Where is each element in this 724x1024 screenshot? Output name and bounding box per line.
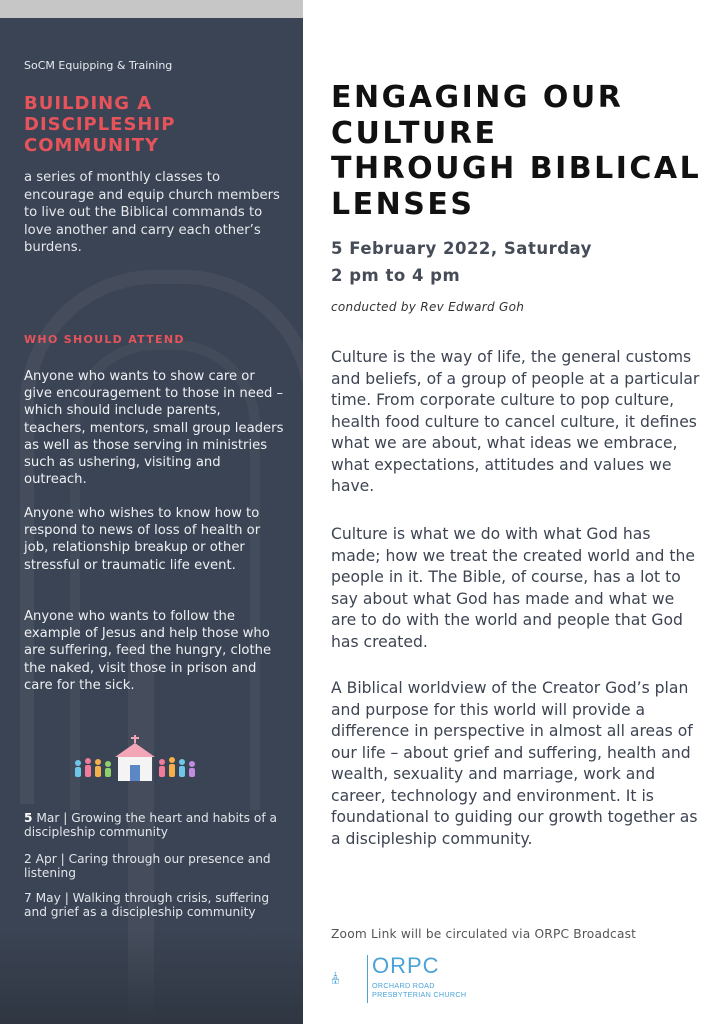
schedule-topic: Mar | Growing the heart and habits of a discipleship community: [24, 811, 277, 839]
attendee-paragraph: Anyone who wants to show care or give encouragement to those in need – which should include parents, teachers, mentors, small group leaders as well as those serving in ministries such as ushering, visiting and outreach.: [24, 369, 284, 488]
series-title-line: COMMUNITY: [24, 135, 160, 156]
background-fade: [0, 930, 303, 1024]
schedule-date: 2 Apr: [24, 852, 57, 866]
top-strip: [0, 0, 303, 18]
schedule-date: 5: [24, 811, 33, 825]
schedule-item: [24, 891, 292, 919]
logo-divider: [367, 955, 368, 1003]
event-time: 2 pm to 4 pm: [331, 266, 461, 285]
event-date: 5 February 2022, Saturday: [331, 239, 592, 258]
logo-name-line: PRESBYTERIAN CHURCH: [372, 990, 467, 999]
series-subtitle: a series of monthly classes to encourage and equip church members to live out the Biblical commands to love another and carry each other’s burdens.: [24, 170, 280, 255]
event-title: [331, 80, 711, 222]
event-title-line: THROUGH BIBLICAL: [331, 151, 702, 186]
attendee-paragraph: Anyone who wishes to know how to respond to news of loss of health or job, relationship breakup or other stressful or traumatic life event.: [24, 506, 261, 573]
event-title-line: LENSES: [331, 186, 475, 222]
attendee-paragraph: Anyone who wants to follow the example of Jesus and help those who are suffering, feed the hungry, clothe the naked, visit those in prison and care for the sick.: [24, 609, 272, 693]
schedule-date: 7 May: [24, 891, 61, 905]
schedule-topic: | Caring through our presence and listening: [24, 852, 271, 880]
schedule-topic: | Walking through crisis, suffering and grief as a discipleship community: [24, 891, 270, 919]
body-paragraph: Culture is what we do with what God has made; how we treat the created world and the people in it. The Bible, of course, has a lot to say about what God has made and what we are to do with the world and people that God has created.: [331, 525, 695, 651]
speaker-credit: conducted by Rev Edward Goh: [331, 300, 525, 314]
body-paragraph: Culture is the way of life, the general customs and beliefs, of a group of people at a particular time. From corporate culture to pop culture, health food culture to cancel culture, it defines what we are about, what ideas we embrace, what expectations, attitudes and values we have.: [331, 348, 700, 495]
schedule-item: [24, 852, 292, 880]
series-title-line: DISCIPLESHIP: [24, 114, 176, 135]
zoom-note: Zoom Link will be circulated via ORPC Broadcast: [331, 927, 637, 941]
body-paragraph: A Biblical worldview of the Creator God’s plan and purpose for this world will provide a difference in perspective in almost all areas of our life – about grief and suffering, health and wealth, sexuality and marriage, work and career, technology and environment. It is foundational to guiding our growth together as a discipleship community.: [331, 679, 698, 848]
logo-short-name: ORPC: [372, 953, 440, 978]
schedule-item: [24, 811, 292, 839]
series-title: [24, 93, 294, 156]
church-with-people-icon: [70, 735, 200, 785]
event-title-line: CULTURE: [331, 115, 498, 151]
church-logo-icon: [331, 948, 371, 1008]
who-should-attend-heading: WHO SHOULD ATTEND: [24, 333, 185, 346]
series-title-line: BUILDING A: [24, 93, 153, 114]
logo-name-line: ORCHARD ROAD: [372, 981, 435, 990]
program-label: SoCM Equipping & Training: [24, 59, 173, 72]
event-title-line: ENGAGING OUR: [331, 80, 624, 115]
